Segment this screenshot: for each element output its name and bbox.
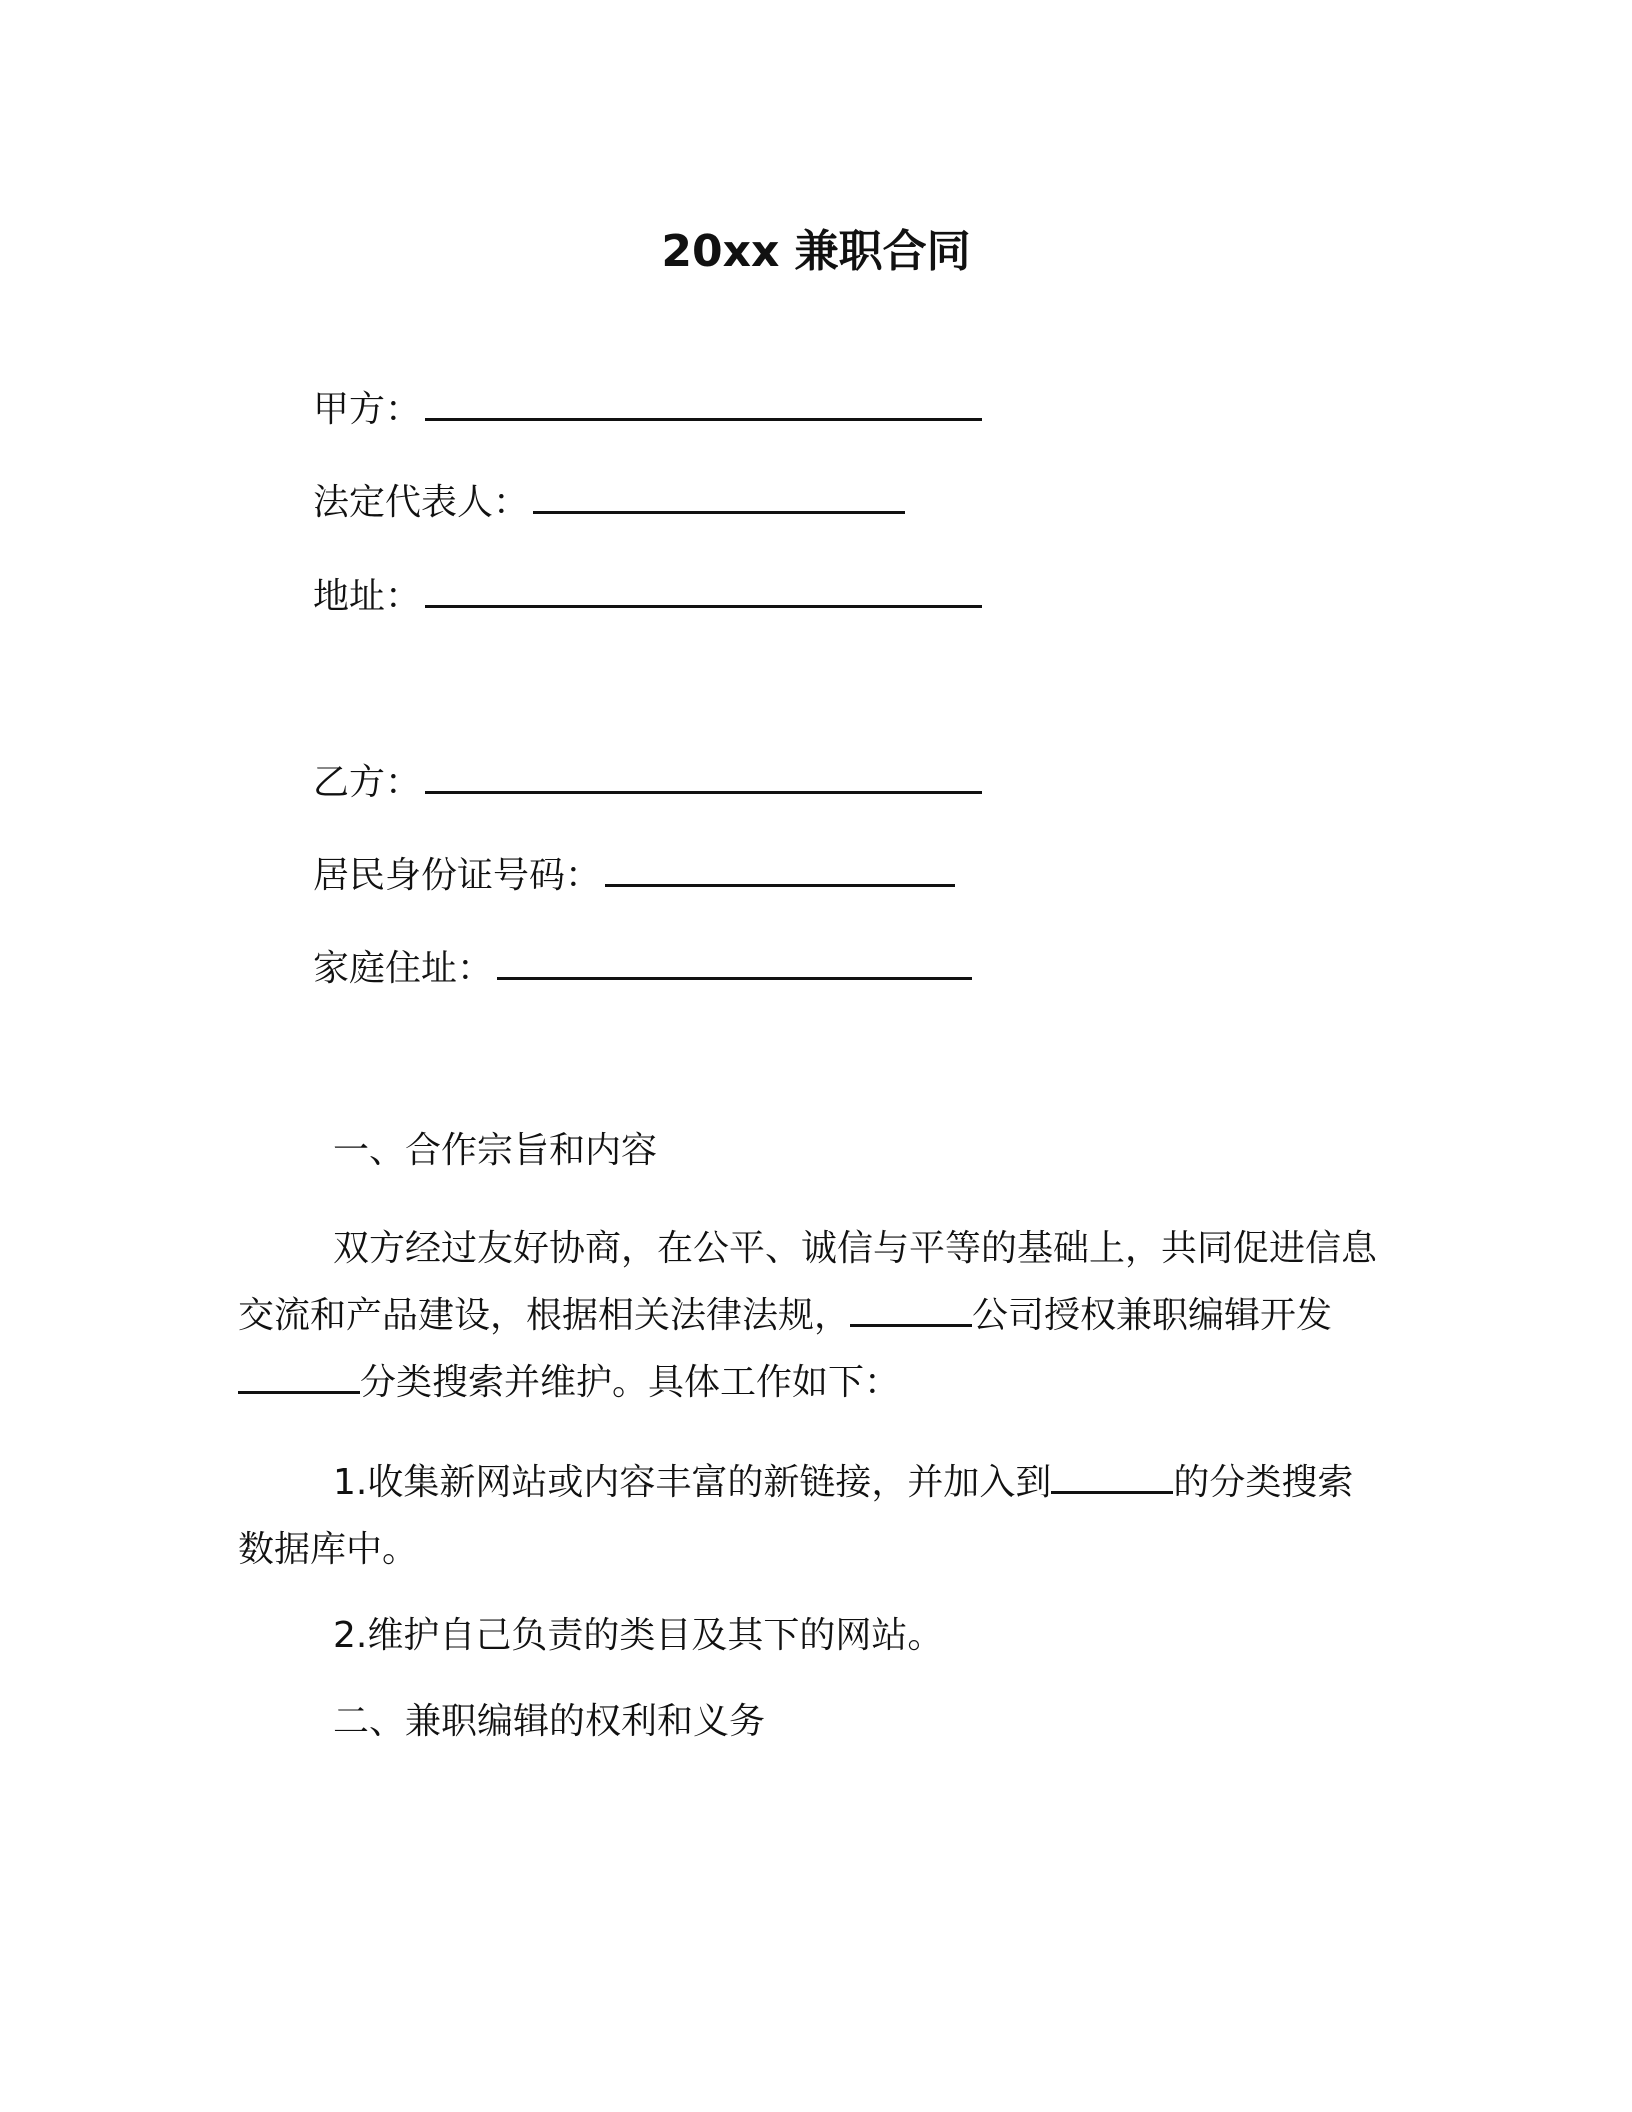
category-blank[interactable] xyxy=(238,1359,360,1394)
section-1-heading: 一、合作宗旨和内容 xyxy=(333,1130,658,1171)
work-item-2: 2.维护自己负责的类目及其下的网站。 xyxy=(333,1615,944,1656)
party-a-field xyxy=(313,382,982,435)
home-address-field xyxy=(313,941,972,994)
party-b-label: 乙方： xyxy=(313,762,422,803)
intro-text-1: 双方经过友好协商，在公平、诚信与平等的基础上，共同促进信息交流和产品建设，根据相关法律法规， xyxy=(238,1228,1378,1336)
party-b-field xyxy=(313,755,982,808)
home-address-blank[interactable] xyxy=(497,941,972,980)
section-2-heading: 二、兼职编辑的权利和义务 xyxy=(333,1701,766,1742)
id-number-field xyxy=(313,848,955,901)
document-title: 20xx 兼职合同 xyxy=(661,226,971,277)
legal-representative-blank[interactable] xyxy=(533,475,905,514)
legal-representative-field xyxy=(313,475,905,528)
party-b-blank[interactable] xyxy=(425,755,982,794)
party-a-address-field xyxy=(313,569,982,622)
section-1-intro-paragraph xyxy=(238,1215,1378,1416)
legal-representative-label: 法定代表人： xyxy=(313,482,530,523)
intro-text-2: 公司授权兼职编辑开发 xyxy=(972,1295,1333,1336)
id-number-label: 居民身份证号码： xyxy=(313,855,602,896)
party-a-address-blank[interactable] xyxy=(425,569,982,608)
work-item-1 xyxy=(238,1449,1378,1583)
party-a-label: 甲方： xyxy=(313,389,422,430)
item-1-text-2: 的分类搜索数据库中。 xyxy=(238,1462,1354,1570)
party-a-address-label: 地址： xyxy=(313,576,422,617)
company-blank[interactable] xyxy=(850,1292,972,1327)
home-address-label: 家庭住址： xyxy=(313,948,494,989)
item-1-text-1: 1.收集新网站或内容丰富的新链接，并加入到 xyxy=(333,1462,1052,1503)
database-blank[interactable] xyxy=(1051,1459,1173,1494)
id-number-blank[interactable] xyxy=(605,848,955,887)
party-a-blank[interactable] xyxy=(425,382,982,421)
intro-text-3: 分类搜索并维护。具体工作如下： xyxy=(360,1362,901,1403)
